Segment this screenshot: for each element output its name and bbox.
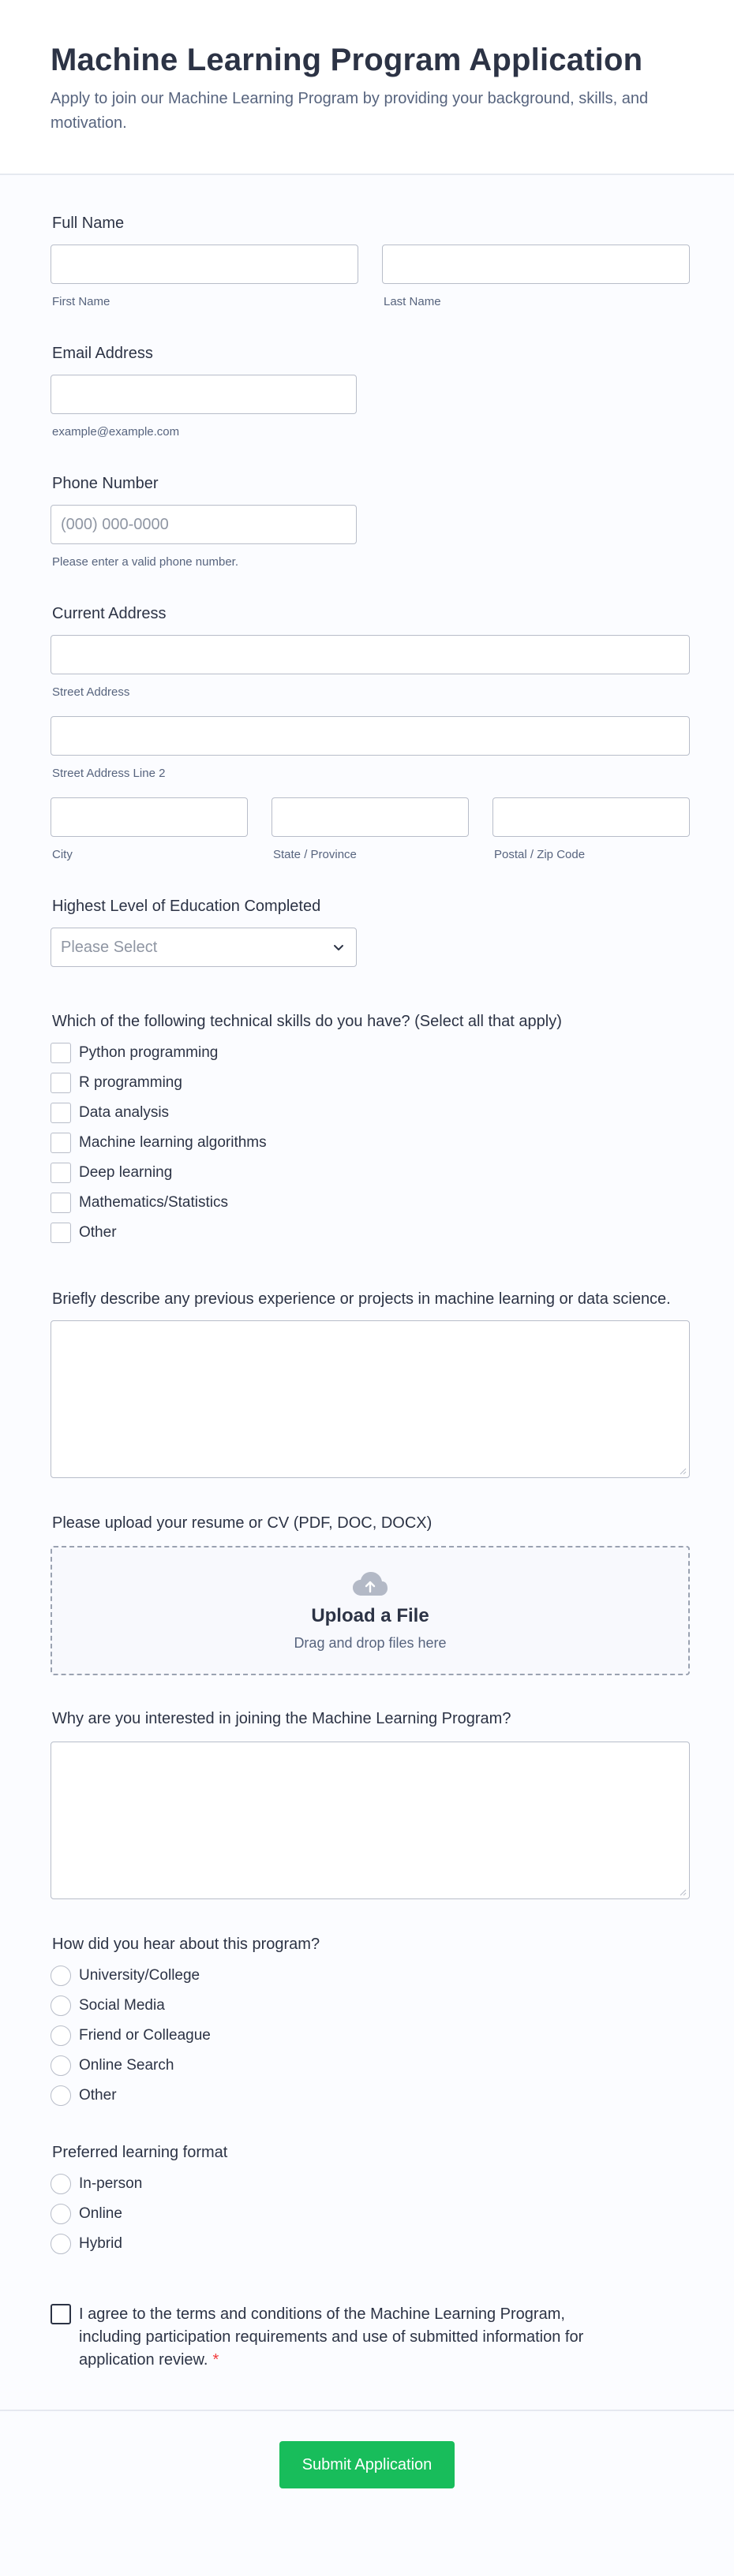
heard-option-university[interactable] [51,1961,683,1991]
checkbox[interactable] [51,1043,71,1063]
skill-option-python[interactable] [51,1038,683,1068]
first-name-input[interactable] [51,245,358,284]
chevron-down-icon [332,941,345,954]
heard-label: How did you hear about this program? [52,1936,320,1953]
terms-text-wrapper [79,2303,631,2372]
radio-button[interactable] [51,1995,71,2016]
checkbox[interactable] [51,1073,71,1093]
page-description: Apply to join our Machine Learning Program by providing your background, skills, and motivation. [51,90,649,132]
cloud-upload-icon [351,1570,389,1597]
heard-option-friend[interactable] [51,2021,683,2051]
city-sublabel: City [52,848,73,861]
education-label: Highest Level of Education Completed [52,898,321,915]
skill-option-other[interactable] [51,1218,683,1248]
heard-options [51,1961,683,2111]
format-label: Preferred learning format [52,2144,228,2161]
submit-button[interactable]: Submit Application [279,2441,455,2488]
address-question [51,603,683,861]
postal-code-sublabel: Postal / Zip Code [494,848,586,861]
email-question [51,343,683,439]
skill-option-ml-algorithms[interactable] [51,1128,683,1158]
required-asterisk: * [212,2351,219,2369]
full-name-question [51,213,683,308]
heard-option-other[interactable] [51,2081,683,2111]
street-address-2-input[interactable] [51,716,690,756]
street-address-2-sublabel: Street Address Line 2 [52,767,166,780]
last-name-input[interactable] [382,245,690,284]
terms-agreement[interactable] [51,2303,683,2372]
first-name-sublabel: First Name [52,295,110,308]
page-title: Machine Learning Program Application [51,43,643,77]
heard-question [51,1934,683,2111]
education-question [51,896,683,967]
state-sublabel: State / Province [273,848,357,861]
format-question [51,2142,683,2259]
postal-code-input[interactable] [492,797,690,837]
resume-label: Please upload your resume or CV (PDF, DOC, DOCX) [52,1514,433,1532]
address-label: Current Address [52,605,167,622]
radio-button[interactable] [51,2204,71,2224]
terms-checkbox[interactable] [51,2304,71,2324]
phone-sublabel: Please enter a valid phone number. [52,555,238,569]
heard-option-label: Friend or Colleague [79,2027,211,2044]
skill-option-label: Machine learning algorithms [79,1134,267,1151]
street-address-sublabel: Street Address [52,685,130,699]
experience-label: Briefly describe any previous experience or projects in machine learning or data science. [52,1290,671,1308]
interest-question [51,1708,683,1899]
phone-label: Phone Number [52,475,159,492]
checkbox[interactable] [51,1103,71,1123]
interest-label: Why are you interested in joining the Machine Learning Program? [52,1710,511,1727]
skill-option-r[interactable] [51,1068,683,1098]
heard-option-online-search[interactable] [51,2051,683,2081]
experience-textarea[interactable] [51,1320,690,1478]
heard-option-social-media[interactable] [51,1991,683,2021]
education-selected-value: Please Select [61,938,158,956]
upload-title: Upload a File [311,1604,429,1626]
terms-question [51,2303,683,2372]
format-option-label: Hybrid [79,2235,122,2252]
radio-button[interactable] [51,2025,71,2046]
heard-option-label: Other [79,2087,117,2104]
resize-handle-icon[interactable] [679,1467,687,1475]
format-option-online[interactable] [51,2199,683,2229]
skill-option-label: R programming [79,1074,182,1091]
format-option-label: In-person [79,2175,143,2192]
terms-text: I agree to the terms and conditions of the Machine Learning Program, including participation requirements and use of submitted information for application review. [79,2305,584,2369]
skills-label: Which of the following technical skills do you have? (Select all that apply) [52,1013,562,1030]
full-name-label: Full Name [52,215,125,232]
skill-option-label: Data analysis [79,1104,170,1121]
resize-handle-icon[interactable] [679,1888,687,1896]
experience-question [51,1289,683,1478]
state-input[interactable] [272,797,469,837]
format-option-label: Online [79,2205,122,2222]
checkbox[interactable] [51,1193,71,1213]
email-label: Email Address [52,345,153,362]
city-input[interactable] [51,797,248,837]
skills-question [51,1011,683,1248]
format-option-hybrid[interactable] [51,2229,683,2259]
form-footer [0,2410,734,2488]
checkbox[interactable] [51,1163,71,1183]
heard-option-label: Social Media [79,1997,165,2014]
form-header [0,0,734,175]
skill-option-label: Other [79,1224,117,1241]
heard-option-label: Online Search [79,2057,174,2074]
skill-option-label: Deep learning [79,1164,173,1181]
radio-button[interactable] [51,2085,71,2106]
radio-button[interactable] [51,2234,71,2254]
interest-textarea[interactable] [51,1742,690,1899]
skill-option-math-stats[interactable] [51,1188,683,1218]
phone-input[interactable] [51,505,357,544]
file-upload-dropzone[interactable] [51,1546,690,1675]
resume-question [51,1513,683,1675]
skill-option-label: Python programming [79,1044,219,1061]
radio-button[interactable] [51,2055,71,2076]
format-options [51,2169,683,2259]
phone-question [51,473,683,569]
street-address-input[interactable] [51,635,690,674]
radio-button[interactable] [51,2174,71,2194]
last-name-sublabel: Last Name [384,295,441,308]
checkbox[interactable] [51,1133,71,1153]
upload-hint: Drag and drop files here [294,1634,447,1651]
skill-option-label: Mathematics/Statistics [79,1194,228,1211]
form-body [0,213,734,2372]
radio-button[interactable] [51,1966,71,1986]
email-sublabel: example@example.com [52,425,180,439]
email-input[interactable] [51,375,357,414]
skill-option-data-analysis[interactable] [51,1098,683,1128]
skills-options [51,1038,683,1248]
heard-option-label: University/College [79,1967,200,1984]
format-option-in-person[interactable] [51,2169,683,2199]
checkbox[interactable] [51,1223,71,1243]
skill-option-deep-learning[interactable] [51,1158,683,1188]
education-select[interactable] [51,928,357,967]
